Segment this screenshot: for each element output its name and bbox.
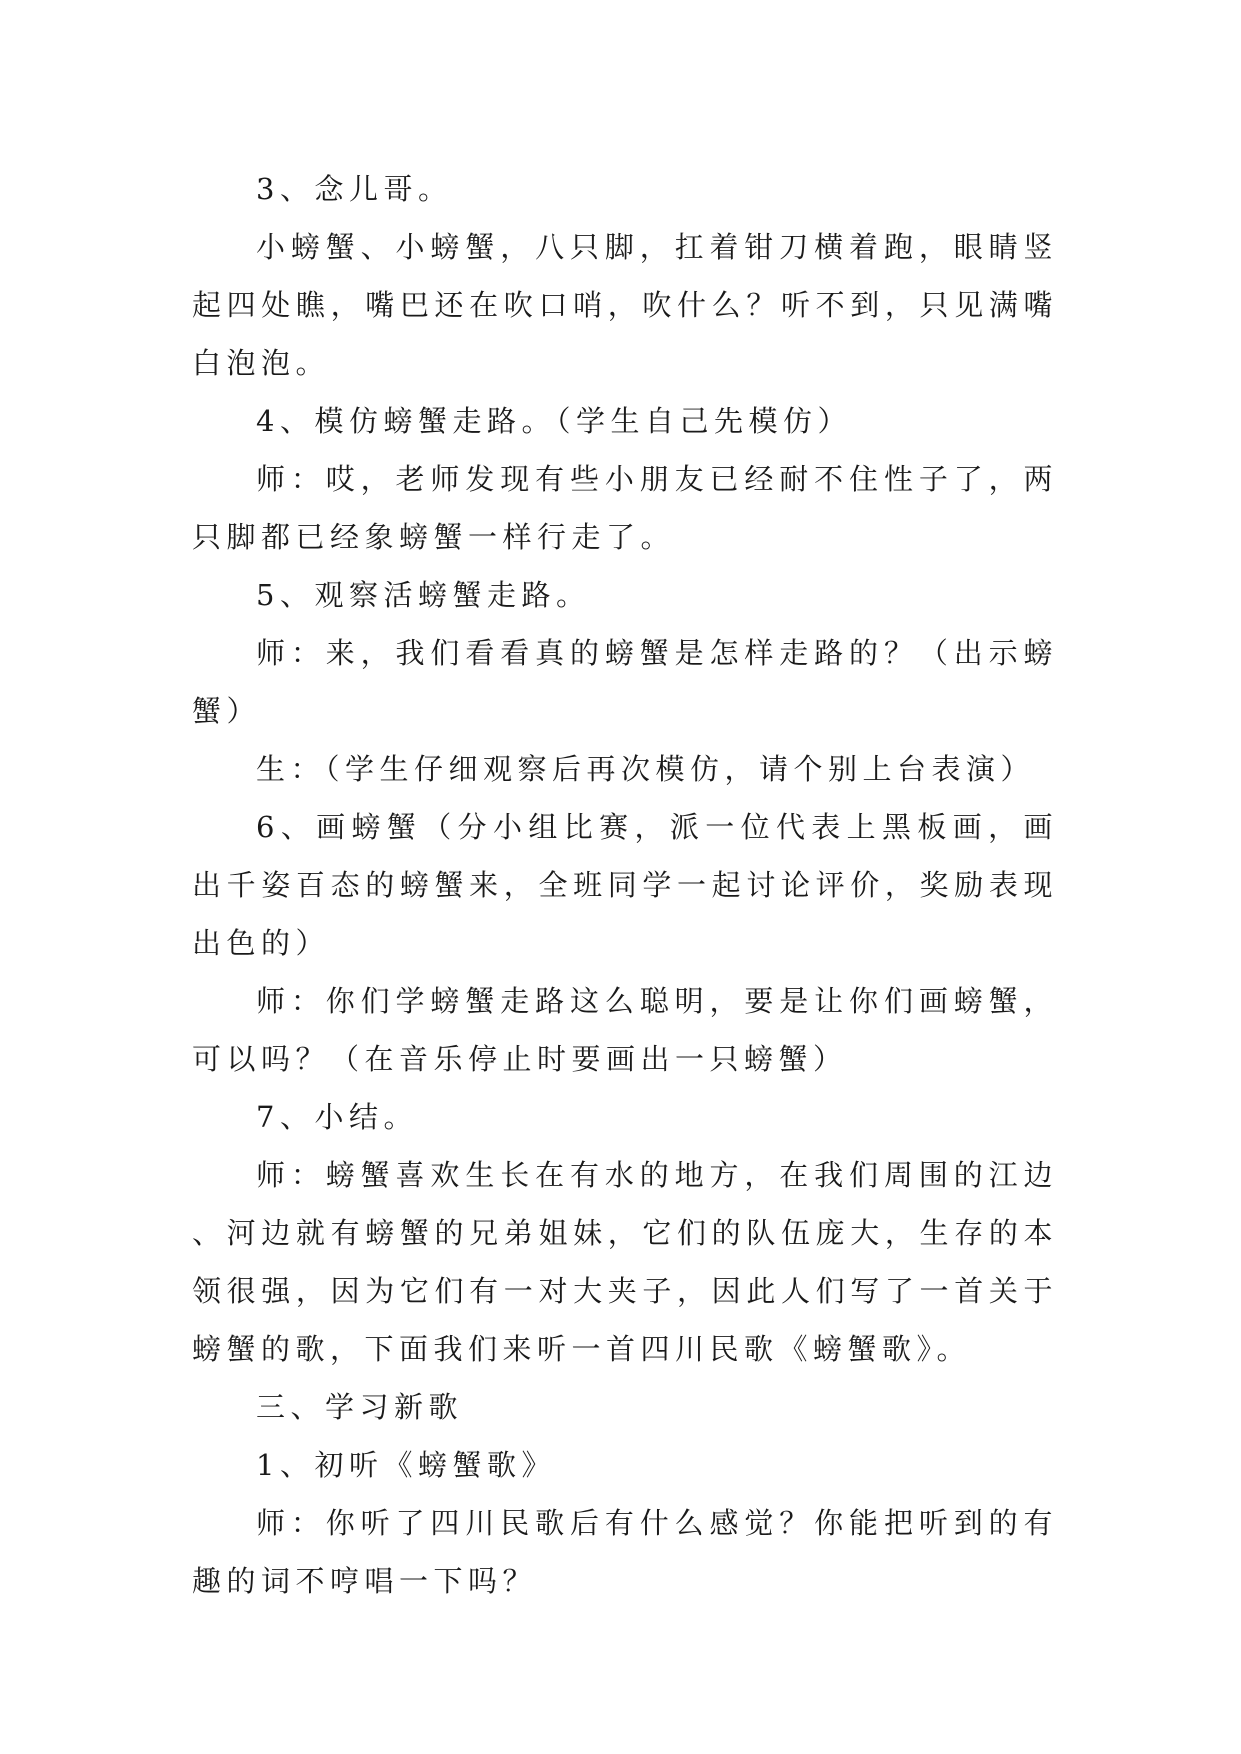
paragraph-chant-text: 小螃蟹、小螃蟹，八只脚，扛着钳刀横着跑，眼睛竖起四处瞧，嘴巴还在吹口哨，吹什么？听不到，只见满嘴白泡泡。 bbox=[192, 230, 1058, 380]
paragraph-first-listen-heading: 1、初听《螃蟹歌》 bbox=[256, 1448, 556, 1482]
paragraph-summary-heading: 7、小结。 bbox=[256, 1100, 418, 1134]
document-body bbox=[192, 160, 1058, 1610]
paragraph-student-observe: 生：（学生仔细观察后再次模仿，请个别上台表演） bbox=[256, 752, 1036, 786]
paragraph-teacher-observe: 师：来，我们看看真的螃蟹是怎样走路的？（出示螃蟹） bbox=[192, 636, 1058, 728]
paragraph-draw-heading: 6、画螃蟹（分小组比赛，派一位代表上黑板画，画出千姿百态的螃蟹来，全班同学一起讨论评价，奖励表现出色的） bbox=[192, 810, 1058, 960]
paragraph-teacher-remark: 师：哎，老师发现有些小朋友已经耐不住性子了，两只脚都已经象螃蟹一样行走了。 bbox=[192, 462, 1058, 554]
paragraph-teacher-question: 师：你听了四川民歌后有什么感觉？你能把听到的有趣的词不哼唱一下吗？ bbox=[192, 1506, 1058, 1598]
paragraph-observe-heading: 5、观察活螃蟹走路。 bbox=[256, 578, 591, 612]
paragraph-teacher-draw: 师：你们学螃蟹走路这么聪明，要是让你们画螃蟹，可以吗？（在音乐停止时要画出一只螃蟹） bbox=[192, 984, 1058, 1076]
section-heading-new-song: 三、学习新歌 bbox=[256, 1390, 464, 1424]
paragraph-imitate-heading: 4、模仿螃蟹走路。（学生自己先模仿） bbox=[256, 404, 852, 438]
paragraph-teacher-summary: 师：螃蟹喜欢生长在有水的地方，在我们周围的江边、河边就有螃蟹的兄弟姐妹，它们的队伍庞大，生存的本领很强，因为它们有一对大夹子，因此人们写了一首关于螃蟹的歌，下面我们来听一首四川民歌《螃蟹歌》。 bbox=[192, 1158, 1058, 1366]
paragraph-chant-heading: 3、念儿哥。 bbox=[256, 172, 453, 206]
